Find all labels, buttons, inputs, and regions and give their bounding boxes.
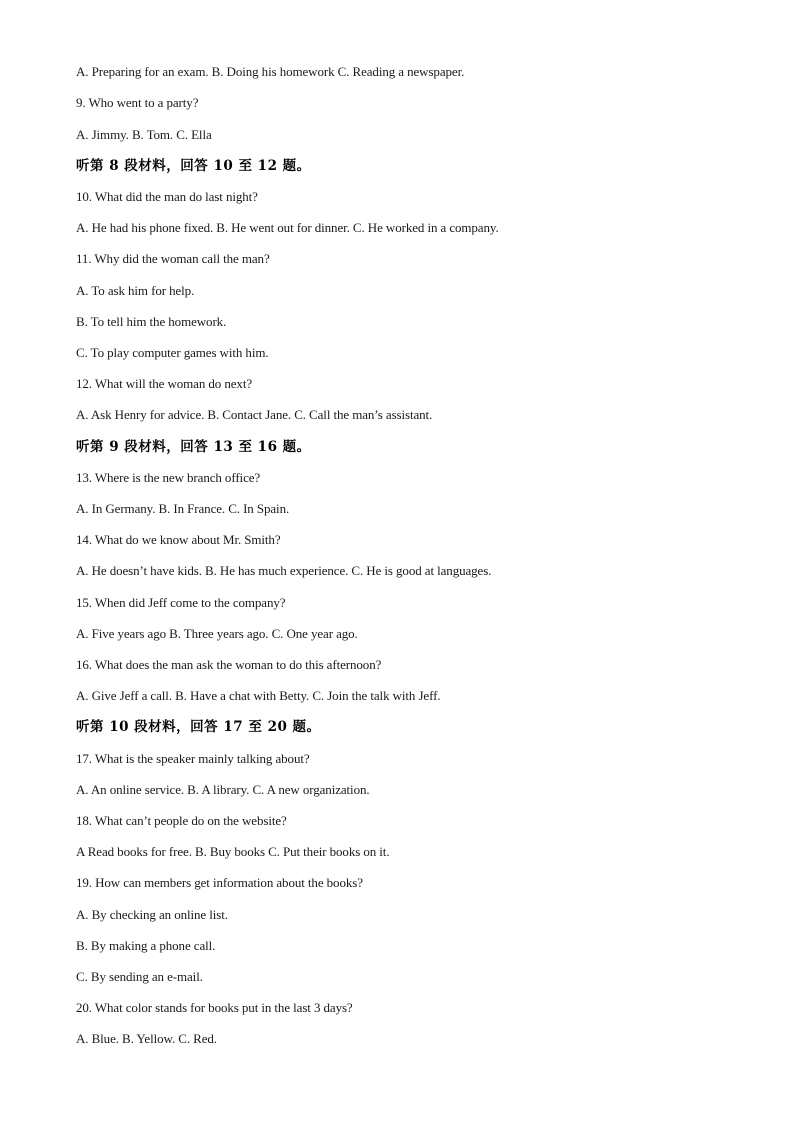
option-line: A. Preparing for an exam. B. Doing his homework C. Reading a newspaper. bbox=[76, 64, 465, 79]
option-line: A. Blue. B. Yellow. C. Red. bbox=[76, 1031, 217, 1046]
option-line: A. Jimmy. B. Tom. C. Ella bbox=[76, 127, 212, 142]
option-line: B. By making a phone call. bbox=[76, 938, 216, 953]
question-line: 9. Who went to a party? bbox=[76, 95, 199, 110]
option-line: A. Ask Henry for advice. B. Contact Jane. C. Call the man’s assistant. bbox=[76, 407, 433, 422]
question-line: 10. What did the man do last night? bbox=[76, 189, 258, 204]
option-line: A. In Germany. B. In France. C. In Spain. bbox=[76, 501, 290, 516]
section-heading: 听第 9 段材料，回答 13 至 16 题。 bbox=[76, 439, 311, 455]
question-line: 12. What will the woman do next? bbox=[76, 376, 252, 391]
section-heading: 听第 8 段材料，回答 10 至 12 题。 bbox=[76, 158, 311, 174]
option-line: C. To play computer games with him. bbox=[76, 345, 269, 360]
question-line: 13. Where is the new branch office? bbox=[76, 470, 261, 485]
option-line: A. He doesn’t have kids. B. He has much experience. C. He is good at languages. bbox=[76, 563, 492, 578]
option-line: A. He had his phone fixed. B. He went out for dinner. C. He worked in a company. bbox=[76, 220, 499, 235]
option-line: A. An online service. B. A library. C. A new organization. bbox=[76, 782, 370, 797]
question-line: 16. What does the man ask the woman to do this afternoon? bbox=[76, 657, 382, 672]
option-line: A. To ask him for help. bbox=[76, 283, 195, 298]
option-line: B. To tell him the homework. bbox=[76, 314, 227, 329]
option-line: C. By sending an e-mail. bbox=[76, 969, 203, 984]
question-line: 14. What do we know about Mr. Smith? bbox=[76, 532, 281, 547]
question-line: 15. When did Jeff come to the company? bbox=[76, 595, 286, 610]
question-line: 18. What can’t people do on the website? bbox=[76, 813, 287, 828]
section-heading: 听第 10 段材料，回答 17 至 20 题。 bbox=[76, 719, 321, 735]
option-line: A. By checking an online list. bbox=[76, 907, 228, 922]
question-line: 20. What color stands for books put in the last 3 days? bbox=[76, 1000, 353, 1015]
question-line: 17. What is the speaker mainly talking about? bbox=[76, 751, 310, 766]
question-line: 11. Why did the woman call the man? bbox=[76, 251, 270, 266]
option-line: A. Five years ago B. Three years ago. C. One year ago. bbox=[76, 626, 358, 641]
option-line: A Read books for free. B. Buy books C. Put their books on it. bbox=[76, 844, 390, 859]
question-line: 19. How can members get information about the books? bbox=[76, 875, 363, 890]
option-line: A. Give Jeff a call. B. Have a chat with Betty. C. Join the talk with Jeff. bbox=[76, 688, 441, 703]
